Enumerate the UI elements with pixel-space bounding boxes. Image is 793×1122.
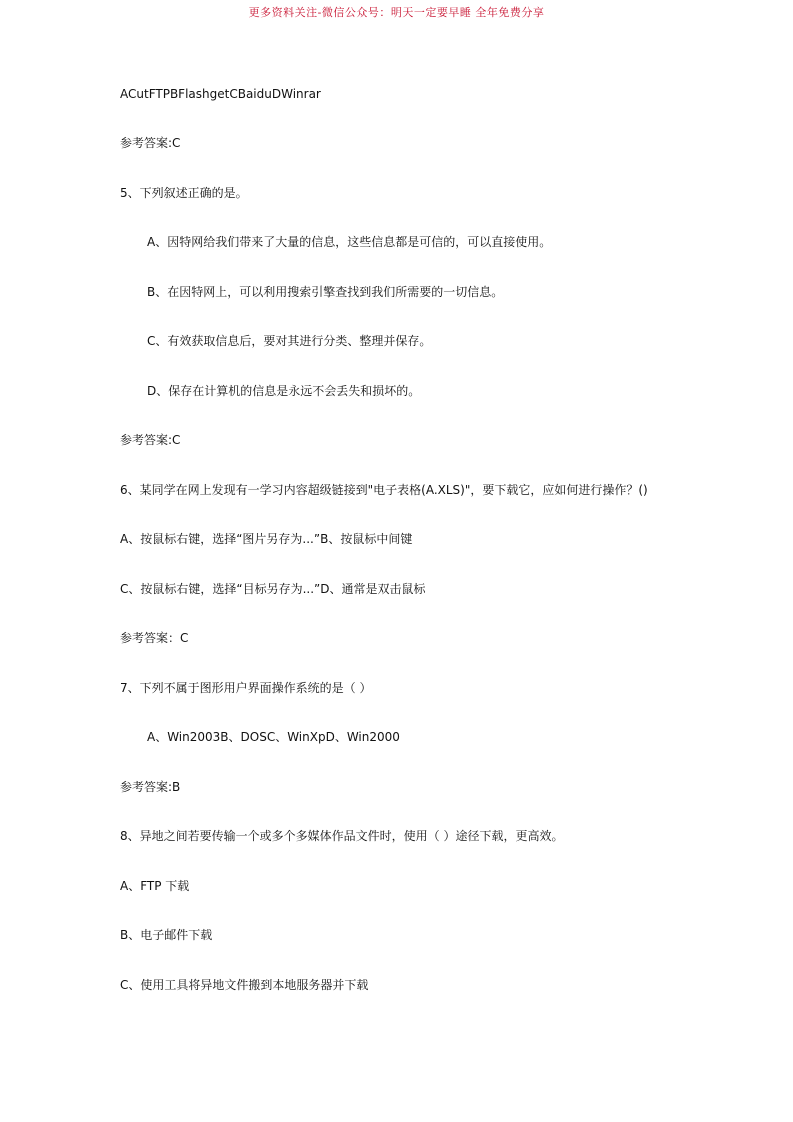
q5-answer: 参考答案:C — [120, 433, 181, 447]
q8-option-c: C、使用工具将异地文件搬到本地服务器并下载 — [120, 978, 369, 992]
q4-options: ACutFTPBFlashgetCBaiduDWinrar — [120, 87, 321, 101]
header-banner: 更多资料关注-微信公众号：明天一定要早睡 全年免费分享 — [248, 6, 545, 19]
q6-stem: 6、某同学在网上发现有一学习内容超级链接到"电子表格(A.XLS)"，要下载它，应如何进行操作？() — [120, 483, 648, 497]
q6-answer: 参考答案：C — [120, 631, 189, 645]
q8-stem: 8、异地之间若要传输一个或多个多媒体作品文件时，使用（ ）途径下载，更高效。 — [120, 829, 564, 843]
q8-option-b: B、电子邮件下载 — [120, 928, 213, 942]
q5-option-a: A、因特网给我们带来了大量的信息，这些信息都是可信的，可以直接使用。 — [147, 235, 552, 249]
q8-option-a: A、FTP 下载 — [120, 879, 190, 893]
q4-answer: 参考答案:C — [120, 136, 181, 150]
q6-options-cd: C、按鼠标右键，选择“目标另存为...”D、通常是双击鼠标 — [120, 582, 426, 596]
q6-options-ab: A、按鼠标右键，选择“图片另存为...”B、按鼠标中间键 — [120, 532, 413, 546]
q5-stem: 5、下列叙述正确的是。 — [120, 186, 248, 200]
q5-option-c: C、有效获取信息后，要对其进行分类、整理并保存。 — [147, 334, 432, 348]
q5-option-d: D、保存在计算机的信息是永远不会丢失和损坏的。 — [147, 384, 421, 398]
q7-options: A、Win2003B、DOSC、WinXpD、Win2000 — [147, 730, 400, 744]
q5-option-b: B、在因特网上，可以利用搜索引擎查找到我们所需要的一切信息。 — [147, 285, 504, 299]
q7-answer: 参考答案:B — [120, 780, 181, 794]
q7-stem: 7、下列不属于图形用户界面操作系统的是（ ） — [120, 681, 372, 695]
